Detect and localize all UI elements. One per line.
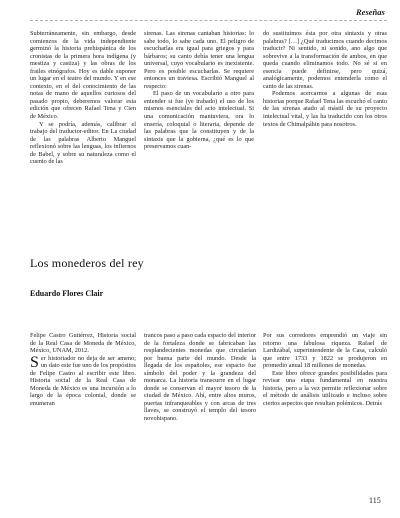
paragraph: trancos paso a paso cada espacio del interior de la fortaleza donde se fabricaban las resplandecientes monedas que circularían por buena parte del mundo. Desde la llegada de los españoles, ese espacio fue símbolo del poder y la grandeza del monarca. La historia transcurre en el lugar donde se conservan el mayor tesoro de la ciudad de México. Ahí, entre altos muros, puertas infranqueables y con arcas de tres llaves, se construyó el templo del tesoro novohispano.	[144, 332, 256, 423]
paragraph: Este libro ofrece grandes posibilidades para revisar una etapa fundamental en nuestra historia, pero a la vez permite reflexionar sobre el método de análisis utilizado e incluso sobre ciertos aspectos que resultan polémicos. Detrás	[263, 369, 387, 407]
page-number: 115	[369, 496, 381, 505]
review-text-column-2	[144, 332, 256, 423]
section-label: Reseñas	[356, 7, 385, 17]
paragraph: sirenas. Las sirenas cantaban historias: lo sabe todo, lo sabe cada uno. El peligro de escucharlas era igual para griegos y para bárbaros; su canto debía tener una lengua universal, cuyo vocabulario es inexistente. Pero es posible escucharlas. Se requiere entonces un traviesa. Escribió Manguel al respecto:	[144, 30, 254, 90]
review-text-column-1	[30, 332, 136, 407]
paragraph: Subterráneamente, sin embargo, desde comienzos de la vida independiente germinó la historia prehispánica de los cronistas de la primera hora indígena (y mestiza y castiza) y las obras de los frailes etnógrafos. Hoy es dable suponer un lugar en el teatro del mundo. Y en ese contexto, en el del conocimiento de las notas de mano de aquellos curiosos del pasado propio, deberemos valorar esta edición que ofrecen Rafael Tena y Cien de México.	[30, 30, 136, 121]
paragraph: Y se podría, además, calibrar el trabajo del traductor-editor. En La ciudad de las palabras Alberto Manguel reflexionó sobre las lenguas, los infiernos de Babel, y sobre su naturaleza como el cuento de las	[30, 120, 136, 166]
continued-text-column-3	[263, 30, 387, 128]
review-title: Los monederos del rey	[30, 256, 144, 270]
book-citation: Felipe Castro Gutiérrez, Historia social de la Real Casa de Moneda de México, México, UNAM, 2012.	[30, 332, 136, 355]
header-divider	[30, 20, 387, 21]
paragraph-text: er historiador no deja de ser ameno; un dato este fue uno de los propósitos de Felipe Castro al escribir este libro. Historia social de la Real Casa de Moneda de México es una incursión a lo largo de la época colonial, donde se enumeran	[30, 354, 136, 407]
drop-cap: S	[30, 353, 39, 371]
paragraph	[30, 355, 136, 408]
continued-text-column-1	[30, 30, 136, 166]
paragraph: Podemos acercarnos a algunas de esas historias porque Rafael Tena las escuchó el canto de las sirenas atado al mástil de su proyecto intelectual vital, y las ha traducido con los otros textos de Chimalpáhin para nosotros.	[263, 90, 387, 128]
paragraph: Por sus corredores emprendió un viaje sin retorno una fabulosa riqueza. Rafael de Lardizábal, superintendente de la Casa, calculó que entre 1733 y 1822 se produjeron en promedio anual 18 millones de monedas.	[263, 332, 387, 370]
review-author: Eduardo Flores Clair	[30, 289, 104, 298]
block-quote: El paso de un vocabulario a otro para entender si fue (ye trabado) el uso de los mismos esenciales del acto intelectual. Si una comunicación mantuviera, ora lo ensería, coloquial o literaria, depende de las palabras que la constituyen y de la sintaxis que la gobierna, ¿qué es lo que preservamos cuan-	[144, 90, 254, 151]
continued-text-column-2	[144, 30, 254, 151]
review-text-column-3	[263, 332, 387, 407]
paragraph: do sustituimos ésta por otra sintaxis y otras palabras? […] ¿Qué traducimos cuando decimos traducir? Ni sentido, ni sonido, ano algo que sobrevive a la transformación de ambos, en que queda cuando eliminamos todo. No sé si en esencia puede definirse, pero quizá, analógicamente, podemos entenderla como el canto de las sirenas.	[263, 30, 387, 90]
